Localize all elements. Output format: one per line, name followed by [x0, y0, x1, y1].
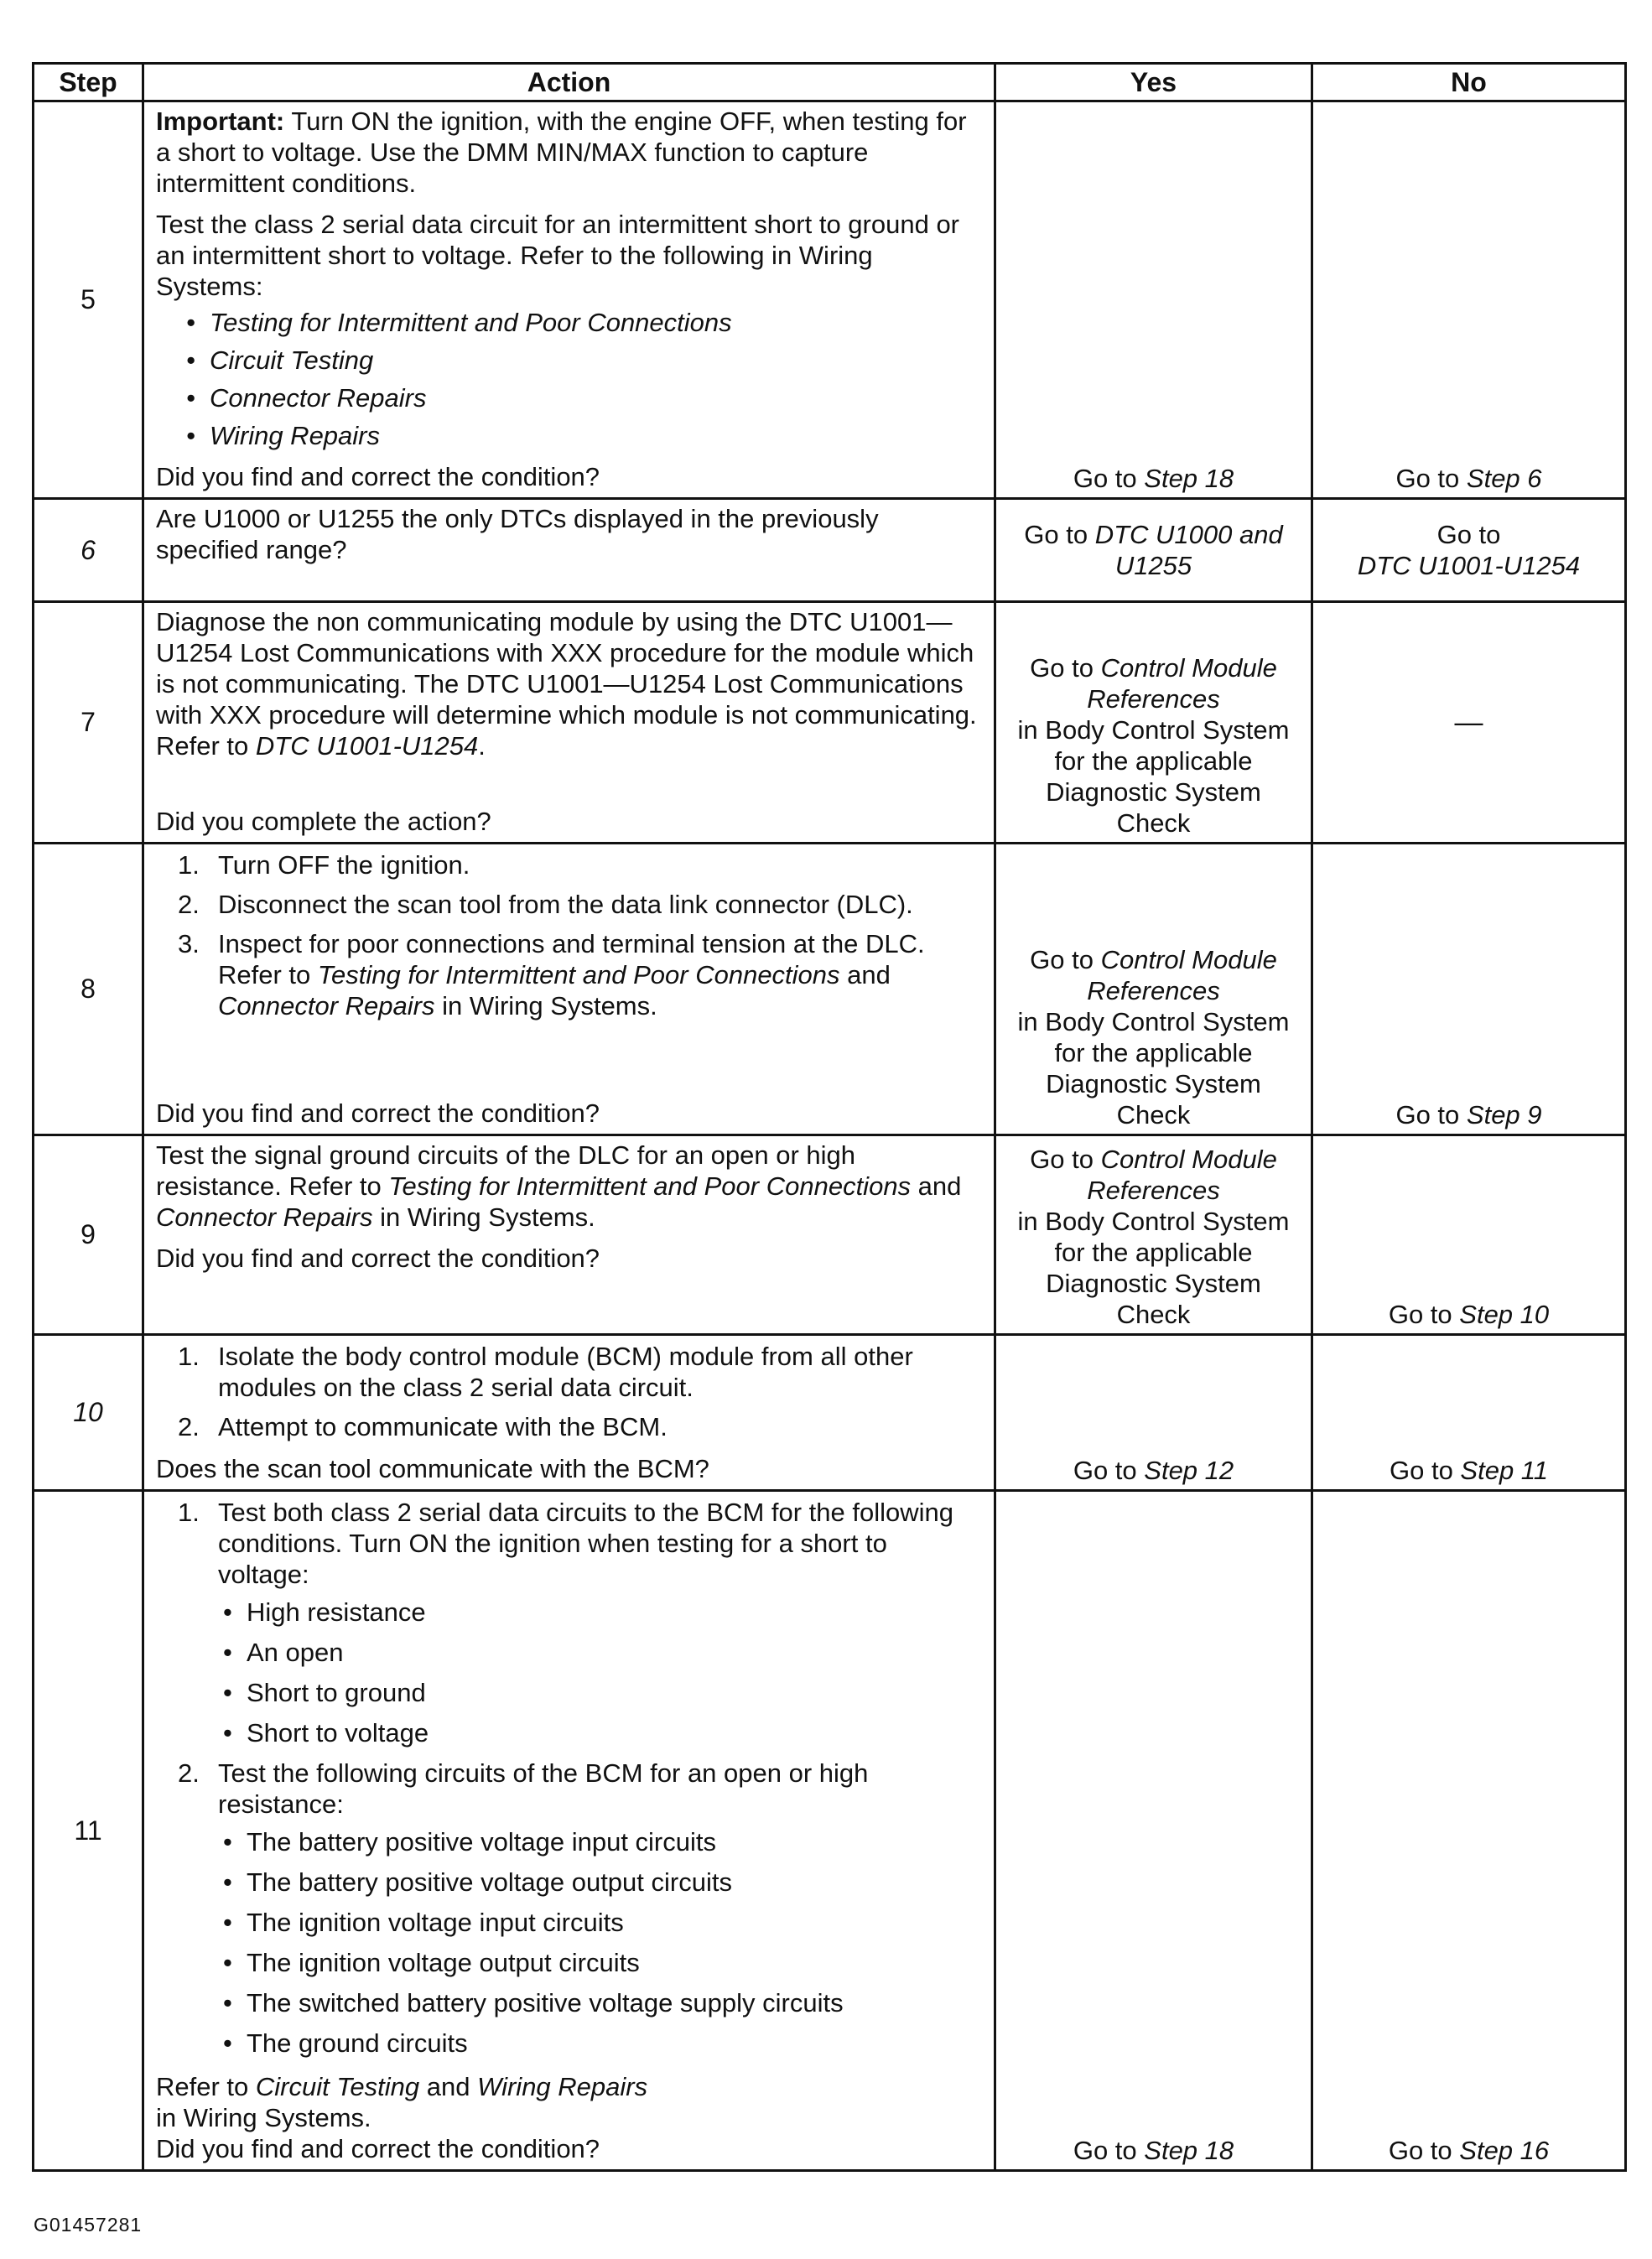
yes-cell: [995, 844, 1312, 1135]
item-number: 3.: [178, 929, 200, 958]
table-row-step-8: [34, 844, 1626, 1135]
yes-cell: [995, 1135, 1312, 1335]
step-number: 11: [34, 1491, 143, 2171]
numbered-list: [156, 1341, 982, 1451]
reference-list: [156, 307, 982, 458]
item-text: Turn OFF the ignition.: [218, 850, 470, 880]
item-text: Disconnect the scan tool from the data link connector (DLC).: [218, 890, 913, 919]
list-item: • High resistance: [218, 1597, 982, 1628]
no-ref: Step 6: [1466, 464, 1542, 493]
list-item: • Short to voltage: [218, 1717, 982, 1748]
refer-text: [156, 2071, 982, 2133]
item-number: 2.: [178, 1758, 200, 1788]
no-cell: [1312, 1491, 1626, 2171]
yes-ref: Control Module References: [1087, 1145, 1277, 1205]
header-no: No: [1312, 64, 1626, 101]
action-cell: [143, 844, 995, 1135]
question: Does the scan tool communicate with the BCM?: [156, 1454, 709, 1483]
no-prefix: Go to: [1395, 464, 1467, 493]
no-prefix: Go to: [1388, 2136, 1460, 2165]
circuit-list: [218, 1826, 982, 2059]
yes-prefix: Go to: [1024, 520, 1095, 549]
yes-ref: Step 12: [1144, 1456, 1234, 1485]
no-cell: [1312, 1135, 1626, 1335]
yes-prefix: Go to: [1073, 1456, 1145, 1485]
question: Did you find and correct the condition?: [156, 1098, 600, 1128]
no-ref: Step 10: [1459, 1300, 1550, 1329]
item-text: and: [839, 960, 891, 989]
yes-cell: [995, 499, 1312, 602]
yes-suffix: in Body Control System for the applicable Diagnostic System Check: [1017, 715, 1290, 838]
important-label: Important:: [156, 106, 285, 136]
no-dash: —: [1454, 706, 1483, 738]
item-text: Attempt to communicate with the BCM.: [218, 1412, 668, 1441]
important-text: Turn ON the ignition, with the engine OFF, when testing for a short to voltage. Use the DMM MIN/MAX function to capture intermittent conditions.: [156, 106, 967, 198]
yes-ref: Control Module References: [1087, 945, 1277, 1005]
action-cell: [143, 499, 995, 602]
action-cell: [143, 602, 995, 844]
table-row-step-6: [34, 499, 1626, 602]
no-cell: [1312, 1335, 1626, 1491]
action-ref: Testing for Intermittent and Poor Connections: [388, 1171, 912, 1201]
refer-ref: Wiring Repairs: [477, 2072, 648, 2101]
diagnostic-table: [32, 62, 1627, 2172]
item-number: 2.: [178, 890, 200, 919]
yes-cell: [995, 1491, 1312, 2171]
yes-suffix: in Body Control System for the applicable Diagnostic System Check: [1017, 1207, 1290, 1329]
step-number: [34, 499, 143, 602]
step-number-text: 6: [81, 534, 96, 565]
yes-prefix: Go to: [1073, 464, 1145, 493]
item-ref: Testing for Intermittent and Poor Connections: [317, 960, 840, 989]
list-item: • Short to ground: [218, 1677, 982, 1708]
yes-suffix: in Body Control System for the applicable Diagnostic System Check: [1017, 1007, 1290, 1130]
step-number: [34, 1335, 143, 1491]
item-text: in Wiring Systems.: [434, 991, 657, 1020]
list-item: • The battery positive voltage input circuits: [218, 1826, 982, 1857]
list-item: • The ignition voltage output circuits: [218, 1947, 982, 1978]
refer-joiner: and: [419, 2072, 478, 2101]
list-item: • Wiring Repairs: [181, 420, 982, 451]
condition-list: [218, 1597, 982, 1748]
header-row: [34, 64, 1626, 101]
list-item: [178, 1341, 982, 1403]
step-number: 8: [34, 844, 143, 1135]
test-instruction: Test the class 2 serial data circuit for an intermittent short to ground or an intermittent short to voltage. Refer to the following in Wiring Systems:: [156, 210, 960, 301]
item-ref: Connector Repairs: [218, 991, 435, 1020]
item-number: 1.: [178, 850, 200, 880]
list-item: • Testing for Intermittent and Poor Connections: [181, 307, 982, 338]
item-text: Inspect for poor connections and terminal tension at the DLC. Refer to: [218, 929, 925, 989]
question: Did you find and correct the condition?: [156, 1244, 600, 1273]
list-item: [178, 1497, 982, 1748]
yes-ref: Step 18: [1144, 2136, 1234, 2165]
action-text: [156, 1140, 982, 1233]
no-cell: [1312, 101, 1626, 499]
item-text: Test both class 2 serial data circuits to the BCM for the following conditions. Turn ON the ignition when testing for a short to voltage:: [218, 1498, 954, 1589]
action-ref: Connector Repairs: [156, 1202, 373, 1232]
no-prefix: Go to: [1395, 1100, 1467, 1130]
item-number: 2.: [178, 1412, 200, 1441]
no-cell: [1312, 499, 1626, 602]
yes-cell: [995, 1335, 1312, 1491]
header-step: Step: [34, 64, 143, 101]
item-number: 1.: [178, 1342, 200, 1371]
yes-prefix: Go to: [1030, 945, 1101, 974]
list-item: [178, 1411, 982, 1442]
no-cell: [1312, 602, 1626, 844]
table-row-step-11: [34, 1491, 1626, 2171]
important-note: [156, 106, 982, 199]
step-number-text: 10: [73, 1397, 103, 1427]
action-text: [156, 606, 982, 761]
yes-ref: Step 18: [1144, 464, 1234, 493]
no-ref: DTC U1001-U1254: [1357, 551, 1581, 580]
yes-cell: [995, 602, 1312, 844]
action-cell: [143, 1335, 995, 1491]
action-ref: DTC U1001-U1254: [255, 731, 479, 761]
question: Did you complete the action?: [156, 807, 491, 836]
action-end: .: [478, 731, 486, 761]
table-row-step-10: [34, 1335, 1626, 1491]
no-ref: Step 16: [1459, 2136, 1550, 2165]
action-text-body: Test the signal ground circuits of the DLC for an open or high resistance. Refer to: [156, 1140, 856, 1201]
no-prefix: Go to: [1389, 1456, 1461, 1485]
list-item: • The switched battery positive voltage supply circuits: [218, 1987, 982, 2018]
numbered-list: [156, 849, 982, 1030]
action-text-body: in Wiring Systems.: [372, 1202, 595, 1232]
no-prefix: Go to: [1436, 520, 1501, 549]
list-item: • The ground circuits: [218, 2028, 982, 2059]
action-cell: [143, 101, 995, 499]
table-row-step-9: [34, 1135, 1626, 1335]
table-row-step-5: [34, 101, 1626, 499]
header-yes: Yes: [995, 64, 1312, 101]
refer-prefix: Refer to: [156, 2072, 256, 2101]
action-cell: [143, 1135, 995, 1335]
numbered-list: [156, 1497, 982, 2068]
yes-prefix: Go to: [1030, 1145, 1101, 1174]
yes-cell: [995, 101, 1312, 499]
action-text-body: and: [911, 1171, 962, 1201]
refer-ref: Circuit Testing: [255, 2072, 420, 2101]
item-text: Isolate the body control module (BCM) module from all other modules on the class 2 serial data circuit.: [218, 1342, 913, 1402]
question: Did you find and correct the condition?: [156, 2134, 600, 2163]
action-text-body: Diagnose the non communicating module by using the DTC U1001—U1254 Lost Communications with XXX procedure for the module which is not communicating. The DTC U1001—U1254 Lost Communications with XXX procedure will determine which module is not communicating. Refer to: [156, 607, 977, 761]
question: Did you find and correct the condition?: [156, 462, 600, 491]
list-item: • Connector Repairs: [181, 382, 982, 413]
list-item: • The ignition voltage input circuits: [218, 1907, 982, 1938]
list-item: • Circuit Testing: [181, 345, 982, 376]
list-item: [178, 849, 982, 880]
step-number: 5: [34, 101, 143, 499]
no-ref: Step 11: [1460, 1456, 1548, 1485]
item-number: 1.: [178, 1498, 200, 1527]
item-text: Test the following circuits of the BCM for an open or high resistance:: [218, 1758, 869, 1819]
list-item: • The battery positive voltage output circuits: [218, 1867, 982, 1898]
list-item: [178, 1758, 982, 2059]
list-item: • An open: [218, 1637, 982, 1668]
no-cell: [1312, 844, 1626, 1135]
header-action: Action: [143, 64, 995, 101]
yes-prefix: Go to: [1073, 2136, 1145, 2165]
no-ref: Step 9: [1466, 1100, 1542, 1130]
question: Are U1000 or U1255 the only DTCs displayed in the previously specified range?: [156, 504, 879, 564]
list-item: [178, 889, 982, 920]
table-row-step-7: [34, 602, 1626, 844]
step-number: 9: [34, 1135, 143, 1335]
refer-suffix: in Wiring Systems.: [156, 2103, 371, 2132]
action-cell: [143, 1491, 995, 2171]
step-number: 7: [34, 602, 143, 844]
yes-ref: Control Module References: [1087, 653, 1277, 714]
figure-code: G01457281: [34, 2214, 143, 2236]
no-prefix: Go to: [1388, 1300, 1460, 1329]
yes-ref: DTC U1000 and U1255: [1094, 520, 1283, 580]
list-item: [178, 928, 982, 1021]
yes-prefix: Go to: [1030, 653, 1101, 683]
